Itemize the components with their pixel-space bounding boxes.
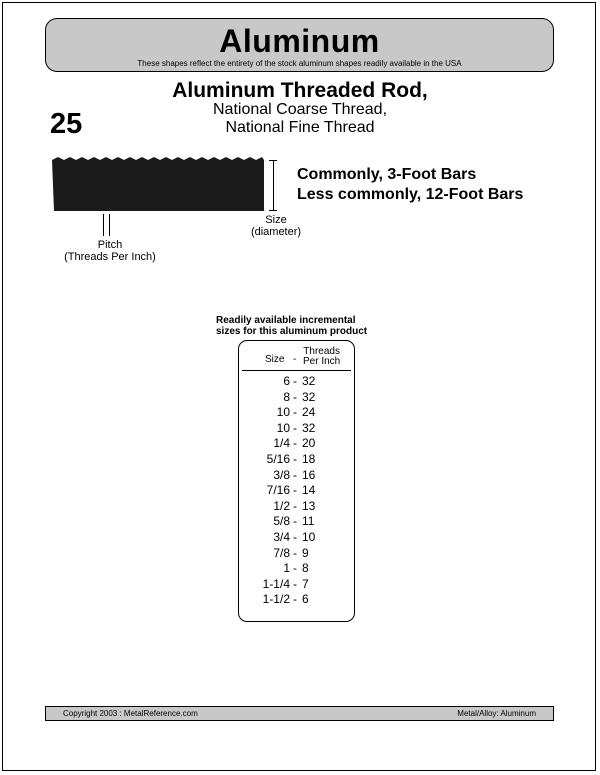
size-value: 7/8 xyxy=(273,545,290,560)
size-list xyxy=(239,374,354,608)
size-separator: - xyxy=(293,592,297,607)
tpi-value: 32 xyxy=(302,389,316,404)
size-row xyxy=(239,530,354,546)
tpi-value: 11 xyxy=(302,514,315,529)
product-subtitle-coarse: National Coarse Thread, xyxy=(212,101,388,118)
tpi-value: 24 xyxy=(302,405,316,420)
pitch-marker-left xyxy=(103,214,104,236)
pitch-label-sub: (Threads Per Inch) xyxy=(64,251,156,263)
size-value: 7/16 xyxy=(266,483,290,498)
size-row xyxy=(239,374,354,390)
footer-copyright: Copyright 2003 : MetalReference.com xyxy=(63,709,198,718)
size-separator: - xyxy=(293,420,297,435)
size-separator: - xyxy=(293,451,297,466)
size-row xyxy=(239,390,354,406)
footer-bar xyxy=(45,706,554,721)
footer-metal: Metal/Alloy: Aluminum xyxy=(457,709,536,718)
size-value: 1/4 xyxy=(273,436,290,451)
table-header-rule xyxy=(242,370,351,371)
size-value: 5/8 xyxy=(273,514,290,529)
common-bar-length: Commonly, 3-Foot Bars xyxy=(297,166,477,183)
column-header-tpi-line1: Threads xyxy=(303,346,340,357)
size-value: 1 xyxy=(283,561,290,576)
size-value: 1-1/2 xyxy=(262,592,290,607)
tpi-value: 32 xyxy=(302,374,316,388)
availability-caption xyxy=(216,315,396,337)
size-row xyxy=(239,452,354,468)
availability-caption-line1: Readily available incremental xyxy=(216,315,356,326)
threaded-rod-illustration xyxy=(52,157,264,211)
header-banner xyxy=(45,18,554,72)
size-row xyxy=(239,514,354,530)
pitch-marker-right xyxy=(109,214,110,236)
size-row xyxy=(239,577,354,593)
size-separator: - xyxy=(293,514,297,529)
size-row xyxy=(239,483,354,499)
size-separator: - xyxy=(293,561,297,576)
size-value: 5/16 xyxy=(266,451,290,466)
size-separator: - xyxy=(293,529,297,544)
tpi-value: 13 xyxy=(302,498,316,513)
pitch-label-text: Pitch xyxy=(97,239,123,251)
size-separator: - xyxy=(293,374,297,388)
availability-caption-line2: sizes for this aluminum product xyxy=(216,326,368,337)
size-row xyxy=(239,421,354,437)
size-row xyxy=(239,561,354,577)
size-value: 3/4 xyxy=(273,529,290,544)
size-value: 6 xyxy=(283,374,290,388)
size-label-sub: (diameter) xyxy=(250,226,302,238)
tpi-value: 32 xyxy=(302,420,316,435)
size-row xyxy=(239,436,354,452)
size-dimension-bottom-tick xyxy=(269,210,277,211)
size-value: 1-1/4 xyxy=(262,576,290,591)
size-table xyxy=(238,340,355,622)
column-header-tpi-line2: Per Inch xyxy=(303,356,341,367)
size-separator: - xyxy=(293,389,297,404)
tpi-value: 18 xyxy=(302,451,316,466)
page-title: Aluminum xyxy=(219,23,380,59)
column-header-dash: - xyxy=(293,354,297,365)
size-row xyxy=(239,468,354,484)
size-separator: - xyxy=(293,467,297,482)
size-label xyxy=(246,214,306,238)
size-separator: - xyxy=(293,576,297,591)
size-row xyxy=(239,499,354,515)
tpi-value: 6 xyxy=(302,592,309,607)
product-title: Aluminum Threaded Rod, xyxy=(172,79,428,102)
size-row xyxy=(239,592,354,608)
size-separator: - xyxy=(293,498,297,513)
page-number: 25 xyxy=(50,108,83,140)
size-value: 1/2 xyxy=(273,498,290,513)
column-header-tpi xyxy=(303,347,340,367)
tpi-value: 9 xyxy=(302,545,309,560)
size-dimension-line xyxy=(273,160,274,210)
size-row xyxy=(239,405,354,421)
size-label-text: Size xyxy=(265,214,287,226)
size-value: 10 xyxy=(276,405,290,420)
tpi-value: 16 xyxy=(302,467,316,482)
less-common-bar-length: Less commonly, 12-Foot Bars xyxy=(297,186,524,203)
header-subtitle: These shapes reflect the entirety of the stock aluminum shapes readily available in the USA xyxy=(137,59,462,68)
threaded-rod-body xyxy=(52,157,264,211)
size-value: 8 xyxy=(283,389,290,404)
size-separator: - xyxy=(293,436,297,451)
size-separator: - xyxy=(293,405,297,420)
size-separator: - xyxy=(293,545,297,560)
size-value: 10 xyxy=(276,420,290,435)
product-subtitle-fine: National Fine Thread xyxy=(225,119,375,136)
tpi-value: 10 xyxy=(302,529,316,544)
size-row xyxy=(239,546,354,562)
tpi-value: 20 xyxy=(302,436,316,451)
tpi-value: 14 xyxy=(302,483,316,498)
size-value: 3/8 xyxy=(273,467,290,482)
column-header-size: Size xyxy=(265,354,285,365)
tpi-value: 7 xyxy=(302,576,309,591)
pitch-label xyxy=(40,239,180,263)
tpi-value: 8 xyxy=(302,561,309,576)
size-separator: - xyxy=(293,483,297,498)
